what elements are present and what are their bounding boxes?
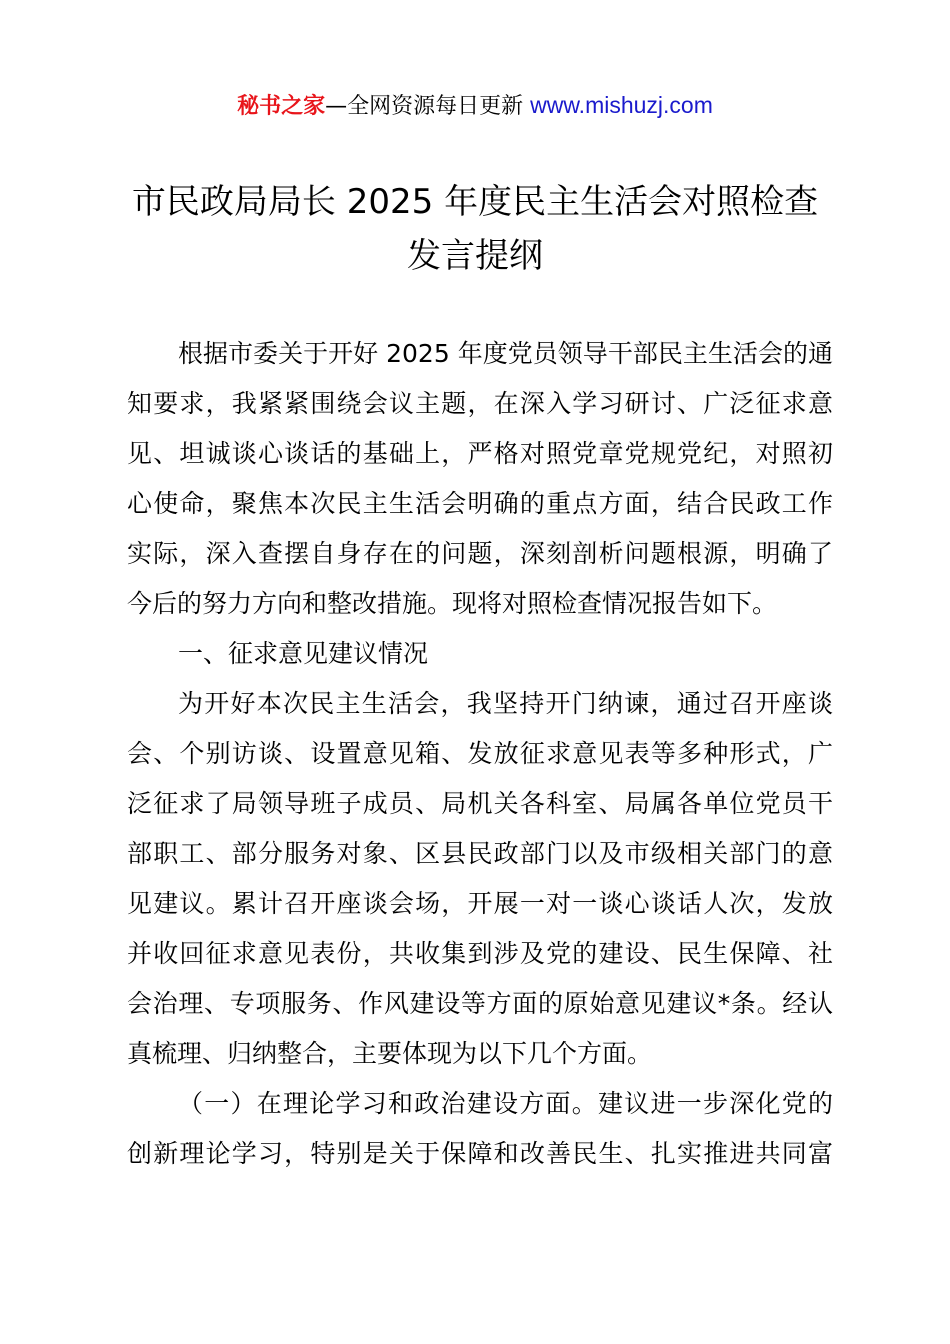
paragraph-line: 泛征求了局领导班子成员、局机关各科室、局属各单位党员干 (127, 789, 833, 818)
banner-slogan: —全网资源每日更新 (325, 94, 524, 119)
paragraph-line: 根据市委关于开好 2025 年度党员领导干部民主生活会的通 (178, 339, 833, 368)
brand-name: 秘书之家 (237, 94, 326, 119)
document-title-line-2: 发言提纲 (407, 236, 543, 276)
paragraph-line: 并收回征求意见表份，共收集到涉及党的建设、民生保障、社 (127, 939, 833, 968)
paragraph-line: 创新理论学习，特别是关于保障和改善民生、扎实推进共同富 (127, 1139, 833, 1168)
paragraph-line: 实际，深入查摆自身存在的问题，深刻剖析问题根源，明确了 (127, 539, 833, 568)
paragraph-line: 知要求，我紧紧围绕会议主题，在深入学习研讨、广泛征求意 (127, 389, 833, 418)
paragraph-line: 为开好本次民主生活会，我坚持开门纳谏，通过召开座谈 (178, 689, 833, 718)
paragraph-line: 今后的努力方向和整改措施。现将对照检查情况报告如下。 (127, 589, 778, 618)
paragraph-line: 见建议。累计召开座谈会场，开展一对一谈心谈话人次，发放 (127, 889, 833, 918)
subsection-line: （一）在理论学习和政治建设方面。建议进一步深化党的 (178, 1089, 833, 1118)
site-url-link[interactable]: www.mishuzj.com (530, 92, 713, 118)
document-title-line-1: 市民政局局长 2025 年度民主生活会对照检查 (131, 182, 819, 222)
paragraph-line: 见、坦诚谈心谈话的基础上，严格对照党章党规党纪，对照初 (127, 439, 833, 468)
paragraph-line: 部职工、部分服务对象、区县民政部门以及市级相关部门的意 (127, 839, 833, 868)
paragraph-line: 心使命，聚焦本次民主生活会明确的重点方面，结合民政工作 (127, 489, 833, 518)
paragraph-line: 会、个别访谈、设置意见箱、发放征求意见表等多种形式，广 (127, 739, 833, 768)
paragraph-line: 会治理、专项服务、作风建设等方面的原始意见建议*条。经认 (127, 989, 833, 1018)
section-heading: 一、征求意见建议情况 (178, 639, 429, 668)
site-banner (0, 88, 950, 124)
paragraph-line: 真梳理、归纳整合，主要体现为以下几个方面。 (127, 1039, 653, 1068)
